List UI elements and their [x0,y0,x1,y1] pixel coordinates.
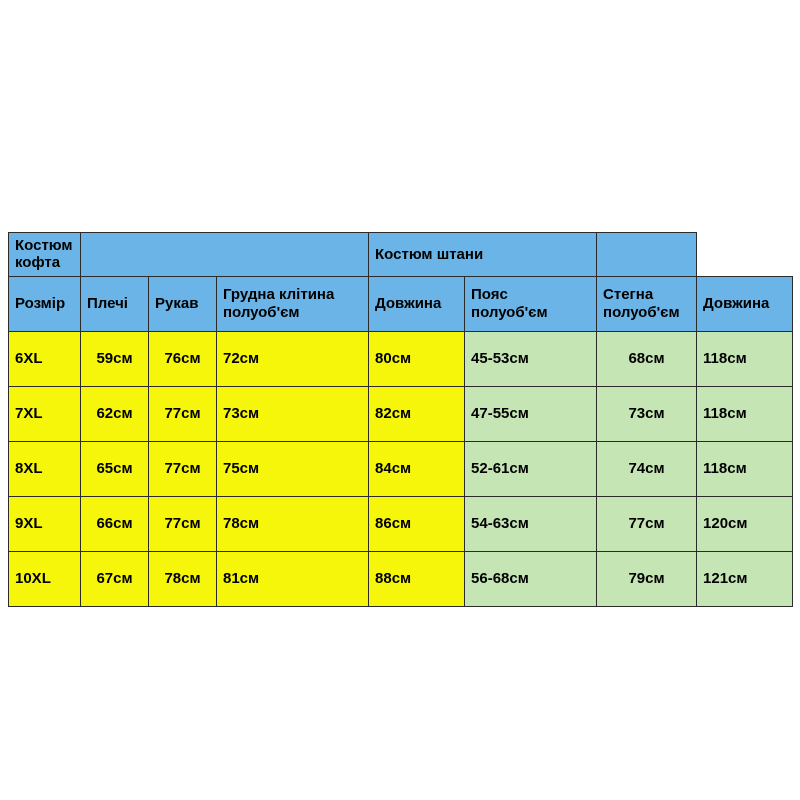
cell-waist: 56-68см [465,551,597,606]
cell-jacket-length: 86см [369,496,465,551]
column-header-hips [597,276,697,331]
table-row [9,331,793,386]
cell-waist: 47-55см [465,386,597,441]
column-header-waist [465,276,597,331]
cell-size: 9XL [9,496,81,551]
cell-sleeve: 78см [149,551,217,606]
cell-size: 10XL [9,551,81,606]
cell-chest: 72см [217,331,369,386]
column-header-sleeve-line1: Рукав [155,294,199,312]
table-row [9,386,793,441]
column-header-sleeve [149,276,217,331]
cell-sleeve: 77см [149,496,217,551]
cell-jacket-length: 82см [369,386,465,441]
cell-pants-length: 120см [697,496,793,551]
table-row [9,551,793,606]
cell-pants-length: 118см [697,331,793,386]
cell-chest: 73см [217,386,369,441]
column-header-chest-line1: Грудна клітина [223,286,335,304]
column-header-chest-line2: полуоб'єм [223,303,300,321]
cell-shoulders: 67см [81,551,149,606]
cell-waist: 45-53см [465,331,597,386]
cell-jacket-length: 88см [369,551,465,606]
cell-pants-length: 121см [697,551,793,606]
group-header-pants-spacer [597,233,697,277]
table-row [9,441,793,496]
group-header-jacket: Костюм кофта [9,233,81,277]
cell-pants-length: 118см [697,441,793,496]
cell-sleeve: 77см [149,441,217,496]
column-header-jacket-length [369,276,465,331]
cell-shoulders: 65см [81,441,149,496]
cell-jacket-length: 84см [369,441,465,496]
cell-waist: 52-61см [465,441,597,496]
cell-hips: 73см [597,386,697,441]
size-chart [8,232,792,607]
group-header-jacket-spacer [81,233,369,277]
cell-waist: 54-63см [465,496,597,551]
column-header-pants-length-line1: Довжина [703,294,770,312]
cell-shoulders: 59см [81,331,149,386]
column-header-chest [217,276,369,331]
cell-hips: 77см [597,496,697,551]
column-header-waist-line1: Пояс [471,286,508,304]
cell-chest: 81см [217,551,369,606]
column-header-shoulders [81,276,149,331]
cell-sleeve: 76см [149,331,217,386]
column-header-shoulders-line1: Плечі [87,294,128,312]
table-group-header-row [9,233,793,277]
column-header-waist-line2: полуоб'єм [471,303,548,321]
column-header-jacket-length-line1: Довжина [375,294,442,312]
cell-jacket-length: 80см [369,331,465,386]
column-header-pants-length [697,276,793,331]
table-row [9,496,793,551]
cell-size: 6XL [9,331,81,386]
cell-size: 8XL [9,441,81,496]
cell-sleeve: 77см [149,386,217,441]
column-header-hips-line1: Стегна [603,286,654,304]
column-header-size [9,276,81,331]
cell-chest: 75см [217,441,369,496]
cell-hips: 79см [597,551,697,606]
cell-pants-length: 118см [697,386,793,441]
cell-shoulders: 62см [81,386,149,441]
cell-size: 7XL [9,386,81,441]
cell-hips: 68см [597,331,697,386]
size-table [8,232,793,607]
table-subheader-row [9,276,793,331]
group-header-pants: Костюм штани [369,233,597,277]
cell-hips: 74см [597,441,697,496]
cell-chest: 78см [217,496,369,551]
column-header-hips-line2: полуоб'єм [603,303,680,321]
cell-shoulders: 66см [81,496,149,551]
column-header-size-line1: Розмір [15,294,66,312]
